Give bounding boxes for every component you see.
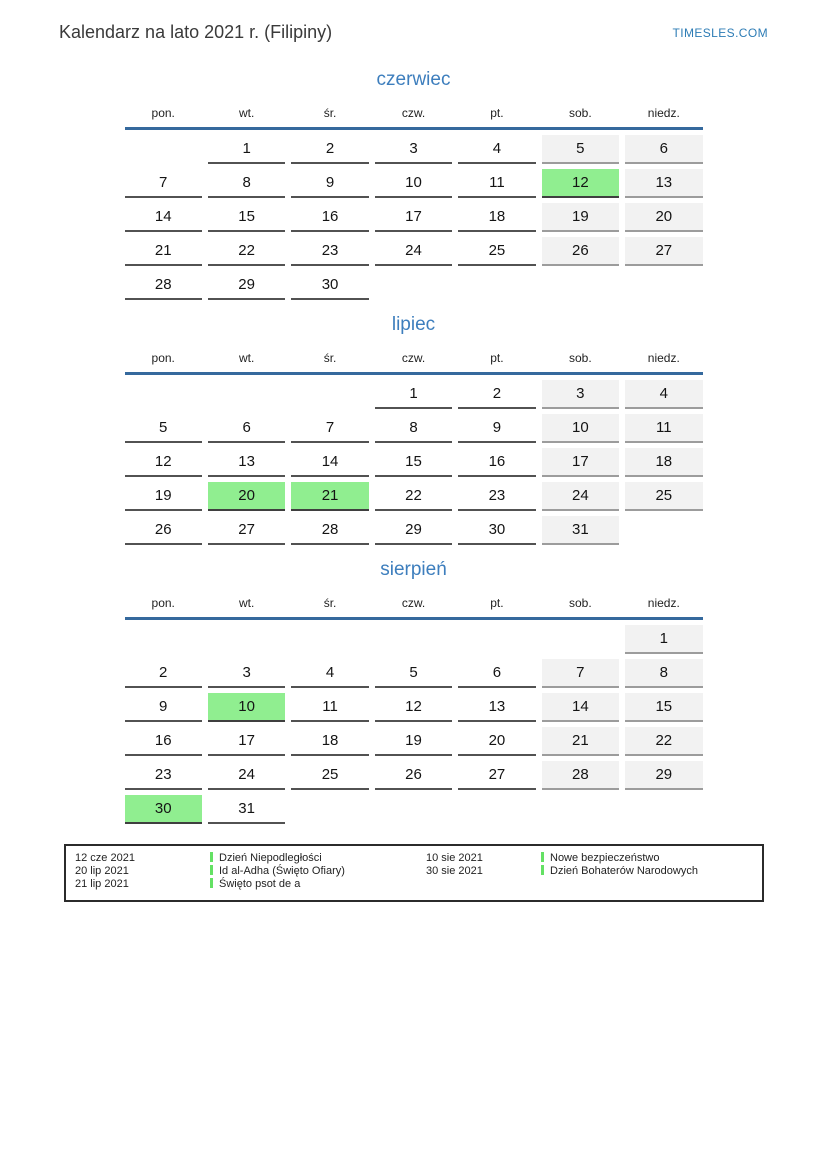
weekend-day-cell: 10 bbox=[542, 414, 619, 443]
week-row bbox=[125, 135, 703, 164]
day-cell: 10 bbox=[375, 169, 452, 198]
legend-entry bbox=[66, 852, 414, 865]
weekend-day-cell: 4 bbox=[625, 380, 702, 409]
empty-cell bbox=[458, 795, 535, 824]
day-cell: 14 bbox=[125, 203, 202, 232]
empty-cell bbox=[291, 380, 368, 409]
weekend-day-cell: 6 bbox=[625, 135, 702, 164]
day-cell: 18 bbox=[291, 727, 368, 756]
day-cell: 3 bbox=[208, 659, 285, 688]
months bbox=[0, 69, 827, 824]
day-cell: 23 bbox=[291, 237, 368, 266]
week-row bbox=[125, 516, 703, 545]
weekday-header-row bbox=[125, 351, 703, 375]
calendar-grid bbox=[125, 351, 703, 545]
day-cell: 15 bbox=[375, 448, 452, 477]
legend-date: 12 cze 2021 bbox=[75, 852, 135, 864]
day-cell: 18 bbox=[458, 203, 535, 232]
weekend-day-cell: 3 bbox=[542, 380, 619, 409]
weekday-label: pt. bbox=[490, 596, 504, 610]
weekend-day-cell: 22 bbox=[625, 727, 702, 756]
empty-cell bbox=[375, 795, 452, 824]
legend-entry bbox=[66, 865, 414, 878]
legend-holiday-name: Dzień Niepodległości bbox=[210, 852, 414, 865]
day-cell: 22 bbox=[375, 482, 452, 511]
day-cell: 29 bbox=[375, 516, 452, 545]
week-row bbox=[125, 414, 703, 443]
legend-entry bbox=[414, 852, 762, 865]
calendar-grid bbox=[125, 596, 703, 824]
day-cell: 30 bbox=[291, 271, 368, 300]
weekday-label: czw. bbox=[401, 596, 426, 610]
day-cell: 13 bbox=[458, 693, 535, 722]
empty-cell bbox=[291, 795, 368, 824]
day-cell: 6 bbox=[458, 659, 535, 688]
holiday-day-cell: 10 bbox=[208, 693, 285, 722]
month-title: lipiec bbox=[391, 314, 436, 335]
day-cell: 28 bbox=[291, 516, 368, 545]
day-cell: 29 bbox=[208, 271, 285, 300]
day-cell: 24 bbox=[375, 237, 452, 266]
month-august bbox=[0, 559, 827, 824]
day-cell: 23 bbox=[125, 761, 202, 790]
week-row bbox=[125, 693, 703, 722]
holiday-marker-icon bbox=[210, 878, 213, 888]
week-row bbox=[125, 271, 703, 300]
holiday-marker-icon bbox=[210, 865, 213, 875]
day-cell: 3 bbox=[375, 135, 452, 164]
day-cell: 9 bbox=[458, 414, 535, 443]
weekday-label: sob. bbox=[569, 106, 592, 120]
weekday-label: pt. bbox=[490, 351, 504, 365]
day-cell: 28 bbox=[125, 271, 202, 300]
day-cell: 2 bbox=[125, 659, 202, 688]
month-july bbox=[0, 314, 827, 545]
weekend-day-cell: 20 bbox=[625, 203, 702, 232]
week-row bbox=[125, 659, 703, 688]
day-cell: 20 bbox=[458, 727, 535, 756]
holiday-day-cell: 30 bbox=[125, 795, 202, 824]
weekend-day-cell: 19 bbox=[542, 203, 619, 232]
weekday-header-row bbox=[125, 596, 703, 620]
day-cell: 4 bbox=[458, 135, 535, 164]
empty-cell bbox=[625, 271, 702, 300]
weekday-label: czw. bbox=[401, 351, 426, 365]
weekend-day-cell: 27 bbox=[625, 237, 702, 266]
day-cell: 6 bbox=[208, 414, 285, 443]
holiday-day-cell: 12 bbox=[542, 169, 619, 198]
legend-date: 21 lip 2021 bbox=[75, 878, 129, 890]
day-cell: 8 bbox=[208, 169, 285, 198]
week-row bbox=[125, 625, 703, 654]
legend-holiday-name: Święto psot de a bbox=[210, 878, 414, 891]
day-cell: 2 bbox=[291, 135, 368, 164]
legend-entry bbox=[414, 865, 762, 878]
empty-cell bbox=[625, 795, 702, 824]
week-row bbox=[125, 795, 703, 824]
week-row bbox=[125, 448, 703, 477]
weekday-label: sob. bbox=[569, 351, 592, 365]
month-title: sierpień bbox=[380, 559, 447, 580]
legend-holiday-name: Nowe bezpieczeństwo bbox=[541, 852, 762, 865]
empty-cell bbox=[291, 625, 368, 654]
weekend-day-cell: 15 bbox=[625, 693, 702, 722]
day-cell: 11 bbox=[291, 693, 368, 722]
weekday-label: niedz. bbox=[647, 596, 680, 610]
day-cell: 25 bbox=[291, 761, 368, 790]
empty-cell bbox=[458, 625, 535, 654]
legend-holiday-name: Id al-Adha (Święto Ofiary) bbox=[210, 865, 414, 878]
day-cell: 8 bbox=[375, 414, 452, 443]
empty-cell bbox=[542, 625, 619, 654]
header bbox=[0, 0, 827, 43]
legend-column bbox=[66, 852, 414, 891]
weekend-day-cell: 7 bbox=[542, 659, 619, 688]
empty-cell bbox=[208, 625, 285, 654]
empty-cell bbox=[625, 516, 702, 545]
weekday-label: wt. bbox=[238, 596, 255, 610]
day-cell: 12 bbox=[375, 693, 452, 722]
weekday-label: pon. bbox=[151, 106, 175, 120]
day-cell: 7 bbox=[291, 414, 368, 443]
weekday-label: niedz. bbox=[647, 351, 680, 365]
weekday-label: pon. bbox=[151, 351, 175, 365]
day-cell: 12 bbox=[125, 448, 202, 477]
empty-cell bbox=[375, 625, 452, 654]
day-cell: 2 bbox=[458, 380, 535, 409]
legend-date: 30 sie 2021 bbox=[426, 865, 483, 877]
day-cell: 16 bbox=[125, 727, 202, 756]
day-cell: 15 bbox=[208, 203, 285, 232]
day-cell: 27 bbox=[208, 516, 285, 545]
legend-date: 10 sie 2021 bbox=[426, 852, 483, 864]
calendar-grid bbox=[125, 106, 703, 300]
day-cell: 22 bbox=[208, 237, 285, 266]
weekend-day-cell: 14 bbox=[542, 693, 619, 722]
day-cell: 14 bbox=[291, 448, 368, 477]
day-cell: 1 bbox=[375, 380, 452, 409]
weekday-label: pt. bbox=[490, 106, 504, 120]
week-row bbox=[125, 237, 703, 266]
weekday-label: niedz. bbox=[647, 106, 680, 120]
day-cell: 24 bbox=[208, 761, 285, 790]
day-cell: 31 bbox=[208, 795, 285, 824]
day-cell: 26 bbox=[125, 516, 202, 545]
day-cell: 9 bbox=[125, 693, 202, 722]
day-cell: 9 bbox=[291, 169, 368, 198]
weekend-day-cell: 21 bbox=[542, 727, 619, 756]
weekend-day-cell: 31 bbox=[542, 516, 619, 545]
weekday-label: sob. bbox=[569, 596, 592, 610]
weekday-label: śr. bbox=[323, 596, 337, 610]
empty-cell bbox=[542, 795, 619, 824]
month-title: czerwiec bbox=[376, 69, 451, 90]
weekend-day-cell: 18 bbox=[625, 448, 702, 477]
legend-entry bbox=[66, 878, 414, 891]
day-cell: 4 bbox=[291, 659, 368, 688]
empty-cell bbox=[542, 271, 619, 300]
weekend-day-cell: 24 bbox=[542, 482, 619, 511]
holiday-day-cell: 21 bbox=[291, 482, 368, 511]
weekday-label: śr. bbox=[323, 351, 337, 365]
weekday-label: czw. bbox=[401, 106, 426, 120]
week-row bbox=[125, 761, 703, 790]
holiday-day-cell: 20 bbox=[208, 482, 285, 511]
empty-cell bbox=[375, 271, 452, 300]
weekend-day-cell: 17 bbox=[542, 448, 619, 477]
day-cell: 1 bbox=[208, 135, 285, 164]
week-row bbox=[125, 482, 703, 511]
weekday-label: pon. bbox=[151, 596, 175, 610]
day-cell: 30 bbox=[458, 516, 535, 545]
week-row bbox=[125, 203, 703, 232]
legend-holiday-name: Dzień Bohaterów Narodowych bbox=[541, 865, 762, 878]
day-cell: 5 bbox=[375, 659, 452, 688]
weekend-day-cell: 13 bbox=[625, 169, 702, 198]
day-cell: 13 bbox=[208, 448, 285, 477]
day-cell: 17 bbox=[375, 203, 452, 232]
weekday-header-row bbox=[125, 106, 703, 130]
weekend-day-cell: 8 bbox=[625, 659, 702, 688]
weekend-day-cell: 29 bbox=[625, 761, 702, 790]
week-row bbox=[125, 727, 703, 756]
legend-box bbox=[64, 844, 764, 902]
weekday-label: śr. bbox=[323, 106, 337, 120]
month-june bbox=[0, 69, 827, 300]
day-cell: 16 bbox=[458, 448, 535, 477]
site-link[interactable]: TIMESLES.COM bbox=[672, 26, 768, 40]
week-row bbox=[125, 169, 703, 198]
weekend-day-cell: 26 bbox=[542, 237, 619, 266]
legend-date: 20 lip 2021 bbox=[75, 865, 129, 877]
weekend-day-cell: 5 bbox=[542, 135, 619, 164]
legend-column bbox=[414, 852, 762, 891]
day-cell: 25 bbox=[458, 237, 535, 266]
weekend-day-cell: 28 bbox=[542, 761, 619, 790]
empty-cell bbox=[125, 625, 202, 654]
holiday-marker-icon bbox=[541, 865, 544, 875]
weekend-day-cell: 1 bbox=[625, 625, 702, 654]
holiday-marker-icon bbox=[541, 852, 544, 862]
empty-cell bbox=[125, 135, 202, 164]
holiday-marker-icon bbox=[210, 852, 213, 862]
empty-cell bbox=[125, 380, 202, 409]
weekday-label: wt. bbox=[238, 351, 255, 365]
day-cell: 17 bbox=[208, 727, 285, 756]
day-cell: 16 bbox=[291, 203, 368, 232]
week-row bbox=[125, 380, 703, 409]
weekend-day-cell: 25 bbox=[625, 482, 702, 511]
day-cell: 23 bbox=[458, 482, 535, 511]
day-cell: 7 bbox=[125, 169, 202, 198]
weekend-day-cell: 11 bbox=[625, 414, 702, 443]
day-cell: 21 bbox=[125, 237, 202, 266]
day-cell: 19 bbox=[125, 482, 202, 511]
day-cell: 26 bbox=[375, 761, 452, 790]
day-cell: 11 bbox=[458, 169, 535, 198]
day-cell: 19 bbox=[375, 727, 452, 756]
day-cell: 27 bbox=[458, 761, 535, 790]
day-cell: 5 bbox=[125, 414, 202, 443]
page-title: Kalendarz na lato 2021 r. (Filipiny) bbox=[59, 22, 333, 42]
empty-cell bbox=[458, 271, 535, 300]
weekday-label: wt. bbox=[238, 106, 255, 120]
empty-cell bbox=[208, 380, 285, 409]
